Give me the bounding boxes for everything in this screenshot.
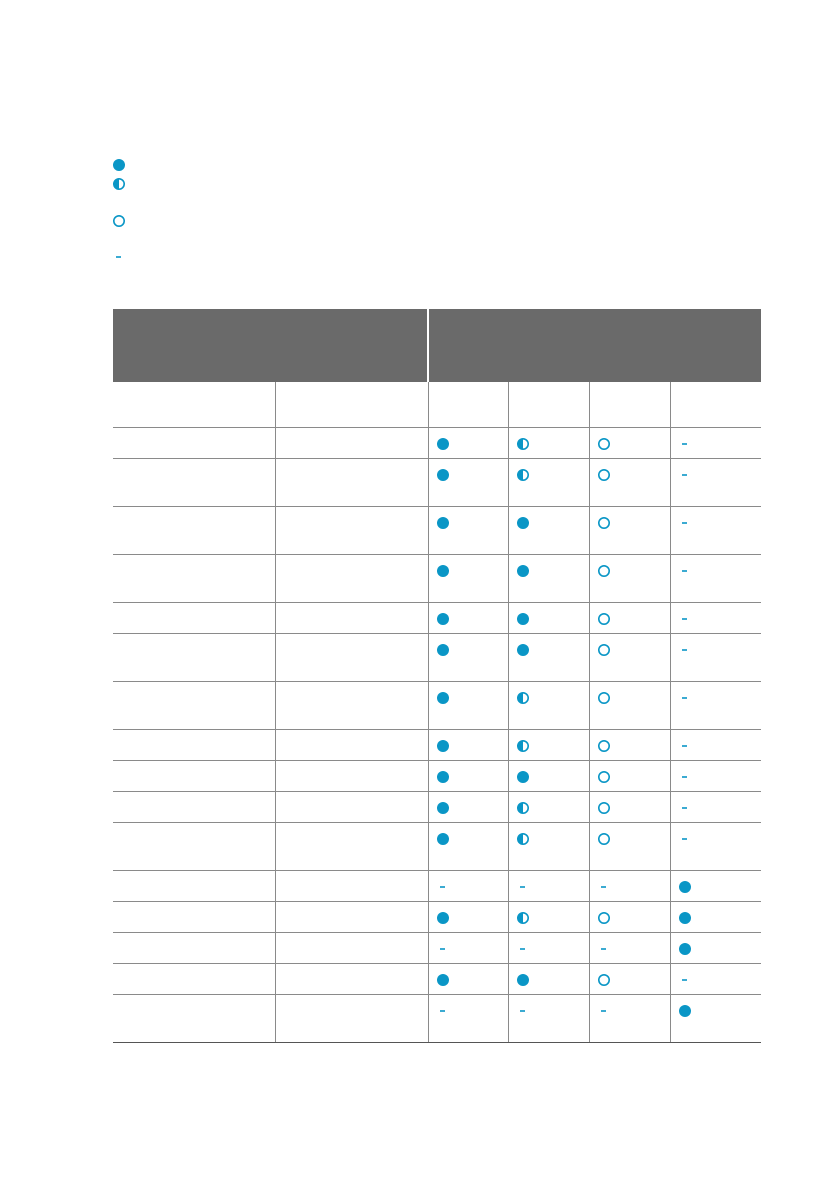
rating-empty-icon: [597, 612, 611, 626]
rating-cell: [589, 964, 670, 995]
rating-cell: [508, 428, 589, 459]
row-label-cell: [113, 428, 275, 459]
rating-cell: [508, 730, 589, 761]
rating-cell: [589, 555, 670, 603]
rating-cell: [670, 730, 761, 761]
rating-half-icon: [516, 832, 530, 846]
table-row: [113, 823, 761, 871]
rating-dash-icon: [678, 643, 692, 657]
table-row: [113, 603, 761, 634]
rating-dash-icon: [597, 942, 611, 956]
rating-cell: [428, 555, 508, 603]
rating-cell: [428, 428, 508, 459]
rating-dash-icon: [516, 942, 530, 956]
rating-dash-icon: [436, 880, 450, 894]
rating-cell: [428, 730, 508, 761]
rating-full-icon: [516, 612, 530, 626]
rating-cell: [589, 634, 670, 682]
rating-dash-icon: [516, 880, 530, 894]
rating-dash-icon: [436, 1004, 450, 1018]
rating-full-icon: [678, 942, 692, 956]
rating-full-icon: [516, 564, 530, 578]
rating-cell: [428, 871, 508, 902]
row-label-cell: [113, 761, 275, 792]
row-label-cell: [113, 792, 275, 823]
rating-full-icon: [678, 911, 692, 925]
rating-cell: [589, 761, 670, 792]
rating-half-icon: [516, 437, 530, 451]
row-label-cell: [275, 459, 428, 507]
rating-half-icon: [516, 691, 530, 705]
rating-cell: [508, 871, 589, 902]
rating-dash-icon: [678, 437, 692, 451]
rating-half-icon: [516, 468, 530, 482]
rating-dash-icon: [597, 880, 611, 894]
rating-full-icon: [436, 973, 450, 987]
rating-full-icon: [516, 516, 530, 530]
rating-half-icon: [516, 911, 530, 925]
row-label-cell: [113, 871, 275, 902]
rating-full-icon: [516, 770, 530, 784]
row-label-cell: [113, 902, 275, 933]
rating-full-icon: [436, 643, 450, 657]
legend-half-icon: [112, 177, 128, 193]
subheader-cell: [113, 382, 275, 428]
rating-cell: [428, 792, 508, 823]
rating-dash-icon: [678, 468, 692, 482]
row-label-cell: [113, 964, 275, 995]
rating-cell: [670, 507, 761, 555]
rating-cell: [428, 964, 508, 995]
rating-dash-icon: [678, 801, 692, 815]
rating-cell: [589, 871, 670, 902]
row-label-cell: [113, 730, 275, 761]
rating-cell: [670, 428, 761, 459]
rating-cell: [428, 933, 508, 964]
rating-cell: [508, 555, 589, 603]
rating-cell: [428, 995, 508, 1043]
rating-full-icon: [436, 739, 450, 753]
table-row: [113, 459, 761, 507]
legend-dash-icon: [112, 250, 128, 266]
rating-cell: [670, 459, 761, 507]
rating-full-icon: [678, 1004, 692, 1018]
row-label-cell: [113, 995, 275, 1043]
rating-empty-icon: [597, 911, 611, 925]
table-row: [113, 902, 761, 933]
row-label-cell: [275, 964, 428, 995]
row-label-cell: [275, 428, 428, 459]
rating-cell: [508, 761, 589, 792]
rating-cell: [508, 603, 589, 634]
rating-dash-icon: [678, 564, 692, 578]
rating-full-icon: [436, 516, 450, 530]
rating-full-icon: [516, 973, 530, 987]
rating-dash-icon: [597, 1004, 611, 1018]
rating-full-icon: [436, 911, 450, 925]
rating-cell: [508, 823, 589, 871]
rating-cell: [589, 902, 670, 933]
subheader-cell: [428, 382, 508, 428]
table-row: [113, 871, 761, 902]
rating-cell: [428, 459, 508, 507]
rating-dash-icon: [678, 612, 692, 626]
rating-cell: [508, 634, 589, 682]
row-label-cell: [275, 871, 428, 902]
rating-dash-icon: [436, 942, 450, 956]
rating-cell: [508, 995, 589, 1043]
row-label-cell: [275, 995, 428, 1043]
row-label-cell: [113, 933, 275, 964]
rating-half-icon: [516, 739, 530, 753]
rating-dash-icon: [678, 832, 692, 846]
rating-cell: [428, 761, 508, 792]
rating-empty-icon: [597, 973, 611, 987]
row-label-cell: [275, 730, 428, 761]
rating-cell: [589, 933, 670, 964]
table-subheader: [113, 382, 761, 428]
row-label-cell: [113, 459, 275, 507]
rating-dash-icon: [678, 973, 692, 987]
rating-cell: [428, 823, 508, 871]
rating-empty-icon: [597, 468, 611, 482]
table-row: [113, 634, 761, 682]
rating-empty-icon: [597, 564, 611, 578]
rating-empty-icon: [597, 801, 611, 815]
rating-full-icon: [436, 468, 450, 482]
row-label-cell: [275, 761, 428, 792]
row-label-cell: [113, 555, 275, 603]
rating-cell: [670, 634, 761, 682]
rating-cell: [508, 682, 589, 730]
rating-cell: [670, 555, 761, 603]
rating-cell: [508, 933, 589, 964]
rating-cell: [508, 902, 589, 933]
rating-cell: [670, 964, 761, 995]
rating-empty-icon: [597, 739, 611, 753]
legend-full-icon: [112, 158, 128, 174]
rating-empty-icon: [597, 516, 611, 530]
rating-full-icon: [436, 437, 450, 451]
table-row: [113, 933, 761, 964]
row-label-cell: [275, 634, 428, 682]
table-row: [113, 682, 761, 730]
rating-cell: [589, 792, 670, 823]
rating-cell: [670, 603, 761, 634]
rating-cell: [589, 428, 670, 459]
rating-empty-icon: [597, 832, 611, 846]
comparison-table: [113, 309, 761, 1043]
row-label-cell: [275, 902, 428, 933]
rating-half-icon: [516, 801, 530, 815]
rating-empty-icon: [597, 770, 611, 784]
rating-cell: [428, 507, 508, 555]
row-label-cell: [113, 823, 275, 871]
rating-empty-icon: [597, 643, 611, 657]
row-label-cell: [275, 507, 428, 555]
rating-cell: [508, 507, 589, 555]
rating-cell: [589, 603, 670, 634]
rating-cell: [428, 603, 508, 634]
row-label-cell: [275, 823, 428, 871]
table-row: [113, 730, 761, 761]
rating-cell: [508, 964, 589, 995]
row-label-cell: [275, 933, 428, 964]
subheader-cell: [508, 382, 589, 428]
rating-cell: [589, 507, 670, 555]
rating-cell: [428, 682, 508, 730]
rating-full-icon: [436, 612, 450, 626]
subheader-cell: [589, 382, 670, 428]
rating-full-icon: [436, 564, 450, 578]
rating-cell: [670, 823, 761, 871]
rating-cell: [670, 761, 761, 792]
row-label-cell: [113, 634, 275, 682]
rating-dash-icon: [678, 691, 692, 705]
table-row: [113, 507, 761, 555]
row-label-cell: [113, 507, 275, 555]
header-right: [428, 309, 761, 382]
rating-cell: [589, 682, 670, 730]
rating-cell: [508, 792, 589, 823]
rating-full-icon: [436, 832, 450, 846]
rating-cell: [589, 823, 670, 871]
rating-cell: [670, 792, 761, 823]
rating-cell: [589, 459, 670, 507]
rating-full-icon: [678, 880, 692, 894]
row-label-cell: [275, 555, 428, 603]
table-row: [113, 761, 761, 792]
row-label-cell: [113, 682, 275, 730]
rating-cell: [428, 634, 508, 682]
rating-dash-icon: [516, 1004, 530, 1018]
rating-cell: [589, 730, 670, 761]
table-row: [113, 555, 761, 603]
subheader-cell: [275, 382, 428, 428]
rating-cell: [670, 871, 761, 902]
legend-empty-icon: [112, 214, 128, 230]
subheader-cell: [670, 382, 761, 428]
rating-cell: [589, 995, 670, 1043]
table-header: [113, 309, 761, 382]
row-label-cell: [113, 603, 275, 634]
table-row: [113, 792, 761, 823]
rating-empty-icon: [597, 691, 611, 705]
rating-cell: [670, 995, 761, 1043]
rating-cell: [508, 459, 589, 507]
row-label-cell: [275, 603, 428, 634]
row-label-cell: [275, 682, 428, 730]
rating-cell: [670, 682, 761, 730]
rating-full-icon: [436, 770, 450, 784]
rating-dash-icon: [678, 770, 692, 784]
rating-full-icon: [436, 691, 450, 705]
table-row: [113, 995, 761, 1043]
header-left: [113, 309, 428, 382]
rating-empty-icon: [597, 437, 611, 451]
rating-dash-icon: [678, 739, 692, 753]
row-label-cell: [275, 792, 428, 823]
rating-dash-icon: [678, 516, 692, 530]
table-row: [113, 428, 761, 459]
rating-cell: [428, 902, 508, 933]
rating-full-icon: [436, 801, 450, 815]
table-row: [113, 964, 761, 995]
rating-cell: [670, 902, 761, 933]
rating-cell: [670, 933, 761, 964]
rating-full-icon: [516, 643, 530, 657]
